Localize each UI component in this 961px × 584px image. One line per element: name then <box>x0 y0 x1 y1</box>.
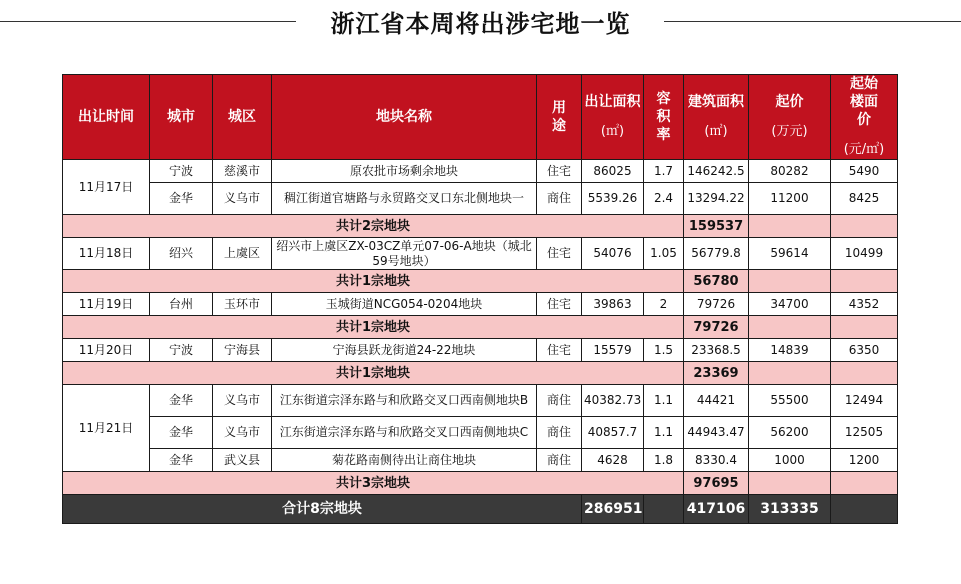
subtotal-label: 共计1宗地块 <box>63 316 684 339</box>
table-row <box>63 238 898 270</box>
area-cell: 40857.7 <box>582 417 644 449</box>
district-cell: 上虞区 <box>213 238 272 270</box>
header-area: 出让面积 (㎡) <box>582 75 644 160</box>
plot-name-cell: 宁海县跃龙街道24-22地块 <box>272 339 537 362</box>
price-cell: 11200 <box>749 183 831 215</box>
build-area-cell: 8330.4 <box>684 449 749 472</box>
table-body <box>63 160 898 524</box>
area-cell: 86025 <box>582 160 644 183</box>
subtotal-label: 共计3宗地块 <box>63 472 684 495</box>
title-rule-right <box>664 21 961 22</box>
area-cell: 40382.73 <box>582 385 644 417</box>
use-cell: 住宅 <box>537 160 582 183</box>
table-row <box>63 160 898 183</box>
header-build-area: 建筑面积 (㎡) <box>684 75 749 160</box>
table-row <box>63 293 898 316</box>
city-cell: 宁波 <box>150 339 213 362</box>
subtotal-build-area: 23369 <box>684 362 749 385</box>
far-cell: 2.4 <box>644 183 684 215</box>
city-cell: 金华 <box>150 183 213 215</box>
plot-name-cell: 江东街道宗泽东路与和欣路交叉口西南侧地块B <box>272 385 537 417</box>
subtotal-build-area: 56780 <box>684 270 749 293</box>
subtotal-label: 共计1宗地块 <box>63 270 684 293</box>
city-cell: 金华 <box>150 417 213 449</box>
far-cell: 1.8 <box>644 449 684 472</box>
far-cell: 1.1 <box>644 385 684 417</box>
subtotal-row <box>63 215 898 238</box>
use-cell: 商住 <box>537 417 582 449</box>
header-city: 城市 <box>150 75 213 160</box>
use-cell: 商住 <box>537 385 582 417</box>
build-area-cell: 44943.47 <box>684 417 749 449</box>
price-cell: 14839 <box>749 339 831 362</box>
area-cell: 15579 <box>582 339 644 362</box>
table-row <box>63 449 898 472</box>
plot-name-cell: 玉城街道NCG054-0204地块 <box>272 293 537 316</box>
district-cell: 义乌市 <box>213 417 272 449</box>
header-price: 起价 (万元) <box>749 75 831 160</box>
date-cell: 11月20日 <box>63 339 150 362</box>
subtotal-label: 共计2宗地块 <box>63 215 684 238</box>
subtotal-row <box>63 362 898 385</box>
floor-price-cell: 1200 <box>831 449 898 472</box>
header-district: 城区 <box>213 75 272 160</box>
table-row <box>63 385 898 417</box>
price-cell: 80282 <box>749 160 831 183</box>
far-cell: 1.1 <box>644 417 684 449</box>
price-cell: 1000 <box>749 449 831 472</box>
plot-name-cell: 原农批市场剩余地块 <box>272 160 537 183</box>
district-cell: 义乌市 <box>213 183 272 215</box>
city-cell: 台州 <box>150 293 213 316</box>
plot-name-cell: 菊花路南侧待出让商住地块 <box>272 449 537 472</box>
far-cell: 1.7 <box>644 160 684 183</box>
build-area-cell: 44421 <box>684 385 749 417</box>
district-cell: 玉环市 <box>213 293 272 316</box>
total-area: 286951 <box>582 495 644 524</box>
build-area-cell: 23368.5 <box>684 339 749 362</box>
land-table <box>62 74 898 524</box>
floor-price-cell: 8425 <box>831 183 898 215</box>
date-cell: 11月17日 <box>63 160 150 215</box>
use-cell: 商住 <box>537 449 582 472</box>
build-area-cell: 79726 <box>684 293 749 316</box>
date-cell: 11月21日 <box>63 385 150 472</box>
district-cell: 武义县 <box>213 449 272 472</box>
price-cell: 34700 <box>749 293 831 316</box>
date-cell: 11月19日 <box>63 293 150 316</box>
subtotal-build-area: 159537 <box>684 215 749 238</box>
table-row <box>63 183 898 215</box>
subtotal-build-area: 97695 <box>684 472 749 495</box>
city-cell: 宁波 <box>150 160 213 183</box>
district-cell: 义乌市 <box>213 385 272 417</box>
floor-price-cell: 4352 <box>831 293 898 316</box>
total-price: 313335 <box>749 495 831 524</box>
subtotal-label: 共计1宗地块 <box>63 362 684 385</box>
price-cell: 55500 <box>749 385 831 417</box>
area-cell: 39863 <box>582 293 644 316</box>
header-use: 用途 <box>537 75 582 160</box>
price-cell: 56200 <box>749 417 831 449</box>
district-cell: 慈溪市 <box>213 160 272 183</box>
far-cell: 1.05 <box>644 238 684 270</box>
total-label: 合计8宗地块 <box>63 495 582 524</box>
subtotal-row <box>63 472 898 495</box>
plot-name-cell: 绍兴市上虞区ZX-03CZ单元07-06-A地块（城北59号地块） <box>272 238 537 270</box>
header-far: 容积率 <box>644 75 684 160</box>
use-cell: 住宅 <box>537 238 582 270</box>
title-rule-left <box>0 21 296 22</box>
subtotal-row <box>63 316 898 339</box>
floor-price-cell: 5490 <box>831 160 898 183</box>
floor-price-cell: 12494 <box>831 385 898 417</box>
build-area-cell: 56779.8 <box>684 238 749 270</box>
far-cell: 2 <box>644 293 684 316</box>
total-build-area: 417106 <box>684 495 749 524</box>
page-title: 浙江省本周将出涉宅地一览 <box>330 10 631 38</box>
build-area-cell: 13294.22 <box>684 183 749 215</box>
total-row <box>63 495 898 524</box>
build-area-cell: 146242.5 <box>684 160 749 183</box>
district-cell: 宁海县 <box>213 339 272 362</box>
header-name: 地块名称 <box>272 75 537 160</box>
subtotal-row <box>63 270 898 293</box>
use-cell: 住宅 <box>537 293 582 316</box>
area-cell: 4628 <box>582 449 644 472</box>
use-cell: 商住 <box>537 183 582 215</box>
plot-name-cell: 江东街道宗泽东路与和欣路交叉口西南侧地块C <box>272 417 537 449</box>
far-cell: 1.5 <box>644 339 684 362</box>
floor-price-cell: 12505 <box>831 417 898 449</box>
area-cell: 5539.26 <box>582 183 644 215</box>
city-cell: 绍兴 <box>150 238 213 270</box>
header-date: 出让时间 <box>63 75 150 160</box>
floor-price-cell: 10499 <box>831 238 898 270</box>
subtotal-build-area: 79726 <box>684 316 749 339</box>
date-cell: 11月18日 <box>63 238 150 270</box>
city-cell: 金华 <box>150 449 213 472</box>
use-cell: 住宅 <box>537 339 582 362</box>
floor-price-cell: 6350 <box>831 339 898 362</box>
header-floor-price: 起始楼面价 (元/㎡) <box>831 75 898 160</box>
price-cell: 59614 <box>749 238 831 270</box>
city-cell: 金华 <box>150 385 213 417</box>
area-cell: 54076 <box>582 238 644 270</box>
table-row <box>63 339 898 362</box>
table-row <box>63 417 898 449</box>
plot-name-cell: 稠江街道官塘路与永贸路交叉口东北侧地块一 <box>272 183 537 215</box>
